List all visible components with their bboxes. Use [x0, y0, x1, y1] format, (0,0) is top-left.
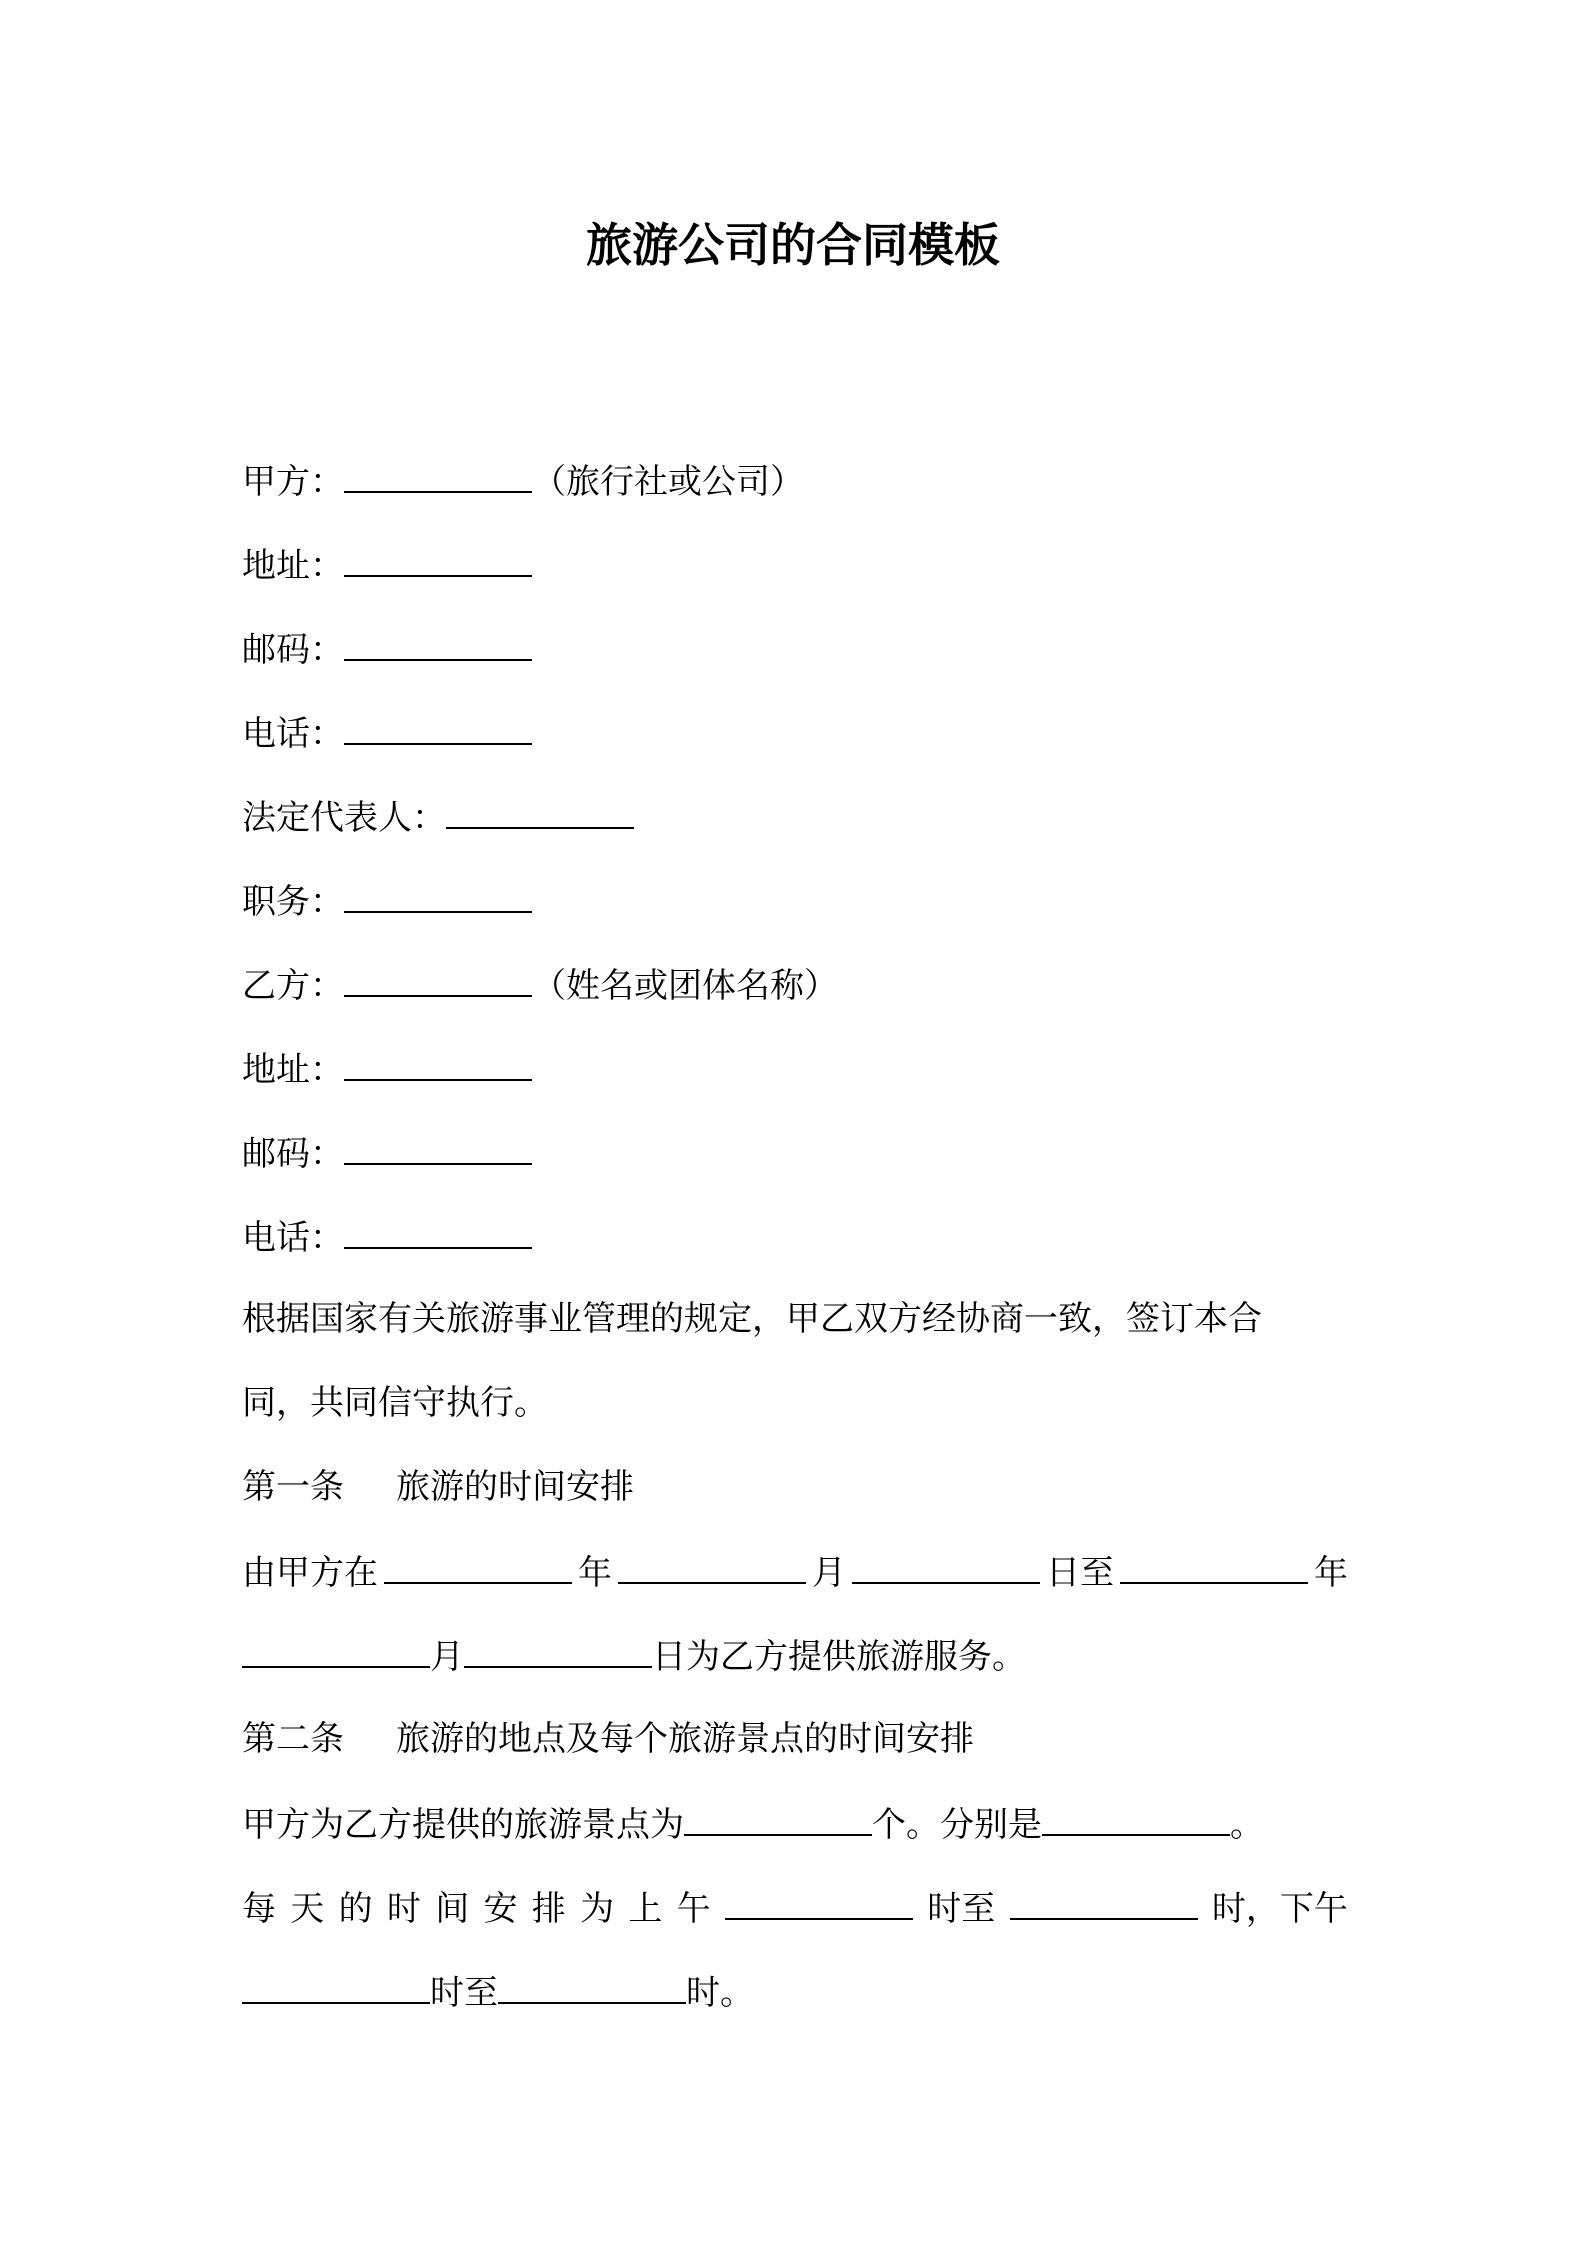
party-b-address-blank[interactable]: [344, 1043, 532, 1081]
start-day-blank[interactable]: [852, 1546, 1040, 1584]
article-1-number: 第一条: [242, 1467, 344, 1507]
schedule-char: 每: [242, 1889, 276, 1929]
start-month-blank[interactable]: [618, 1546, 806, 1584]
schedule-char: 安: [483, 1889, 518, 1929]
start-year-blank[interactable]: [384, 1546, 572, 1584]
schedule-char: 间: [435, 1889, 470, 1929]
schedule-char: 天: [290, 1889, 325, 1929]
party-b-postcode-label: 邮码：: [242, 1134, 344, 1174]
spot-count-blank[interactable]: [684, 1798, 872, 1836]
article-2-line-2: [242, 1882, 1348, 1932]
article-1-heading: [242, 1462, 634, 1512]
party-a-position-label: 职务：: [242, 882, 344, 922]
document-title: 旅游公司的合同模板: [586, 218, 1000, 272]
pm-to-label: 时至: [430, 1973, 498, 2013]
schedule-char: 上: [628, 1889, 663, 1929]
am-to-label: 时至: [927, 1889, 996, 1929]
schedule-char: 排: [531, 1889, 566, 1929]
party-a-address-line: [242, 539, 532, 589]
party-b-phone-line: [242, 1211, 532, 1261]
article-1-line-2: [242, 1630, 1026, 1680]
schedule-char: 为: [580, 1889, 615, 1929]
party-b-phone-blank[interactable]: [344, 1211, 532, 1249]
schedule-char: 午: [676, 1889, 711, 1929]
party-a-name-blank[interactable]: [344, 455, 532, 493]
party-a-postcode-label: 邮码：: [242, 630, 344, 670]
article-2-start-text: 甲方为乙方提供的旅游景点为: [242, 1805, 684, 1845]
end-year-blank[interactable]: [1120, 1546, 1308, 1584]
preamble-line-2: 同，共同信守执行。: [242, 1383, 548, 1423]
article-1-title: 旅游的时间安排: [396, 1467, 634, 1507]
am-end-blank[interactable]: [1010, 1882, 1198, 1920]
party-a-name-note: （旅行社或公司）: [532, 462, 804, 502]
article-2-title: 旅游的地点及每个旅游景点的时间安排: [396, 1719, 974, 1759]
end-month-blank[interactable]: [242, 1630, 430, 1668]
schedule-char: 时: [386, 1889, 421, 1929]
day-to-label: 日至: [1046, 1553, 1114, 1593]
party-b-address-label: 地址：: [242, 1050, 344, 1090]
party-a-name-line: [242, 455, 804, 505]
article-2-line-1: [242, 1798, 1264, 1848]
year-label: 年: [578, 1553, 612, 1593]
pm-label: 时，下午: [1211, 1889, 1348, 1929]
party-b-name-line: [242, 959, 838, 1009]
party-b-postcode-line: [242, 1127, 532, 1177]
party-a-name-label: 甲方：: [242, 462, 344, 502]
party-a-postcode-line: [242, 623, 532, 673]
party-a-phone-blank[interactable]: [344, 707, 532, 745]
party-a-position-line: [242, 875, 532, 925]
party-a-address-label: 地址：: [242, 546, 344, 586]
year-label-2: 年: [1314, 1553, 1348, 1593]
end-day-blank[interactable]: [464, 1630, 652, 1668]
preamble-line-1: 根据国家有关旅游事业管理的规定，甲乙双方经协商一致，签订本合: [242, 1299, 1262, 1339]
party-a-postcode-blank[interactable]: [344, 623, 532, 661]
article-2-heading: [242, 1714, 974, 1764]
am-start-blank[interactable]: [725, 1882, 913, 1920]
article-1-end-text: 日为乙方提供旅游服务。: [652, 1637, 1026, 1677]
party-b-phone-label: 电话：: [242, 1218, 344, 1258]
party-a-legal-rep-blank[interactable]: [446, 791, 634, 829]
month-label-2: 月: [430, 1637, 464, 1677]
party-a-phone-line: [242, 707, 532, 757]
article-2-line-3: [242, 1966, 754, 2016]
party-a-legal-rep-line: [242, 791, 634, 841]
spot-list-blank[interactable]: [1042, 1798, 1230, 1836]
party-a-legal-rep-label: 法定代表人：: [242, 798, 446, 838]
party-a-phone-label: 电话：: [242, 714, 344, 754]
party-b-address-line: [242, 1043, 532, 1093]
article-2-line-1-end: 。: [1230, 1805, 1264, 1845]
pm-start-blank[interactable]: [242, 1966, 430, 2004]
party-b-name-label: 乙方：: [242, 966, 344, 1006]
party-b-name-note: （姓名或团体名称）: [532, 966, 838, 1006]
article-2-mid-text: 个。分别是: [872, 1805, 1042, 1845]
article-2-number: 第二条: [242, 1719, 344, 1759]
party-b-postcode-blank[interactable]: [344, 1127, 532, 1165]
party-a-address-blank[interactable]: [344, 539, 532, 577]
month-label: 月: [812, 1553, 846, 1593]
article-1-start-text: 由甲方在: [242, 1553, 378, 1593]
article-1-line-1: [242, 1546, 1348, 1596]
schedule-char: 的: [338, 1889, 373, 1929]
article-2-line-3-end: 时。: [686, 1973, 754, 2013]
pm-end-blank[interactable]: [498, 1966, 686, 2004]
party-b-name-blank[interactable]: [344, 959, 532, 997]
party-a-position-blank[interactable]: [344, 875, 532, 913]
